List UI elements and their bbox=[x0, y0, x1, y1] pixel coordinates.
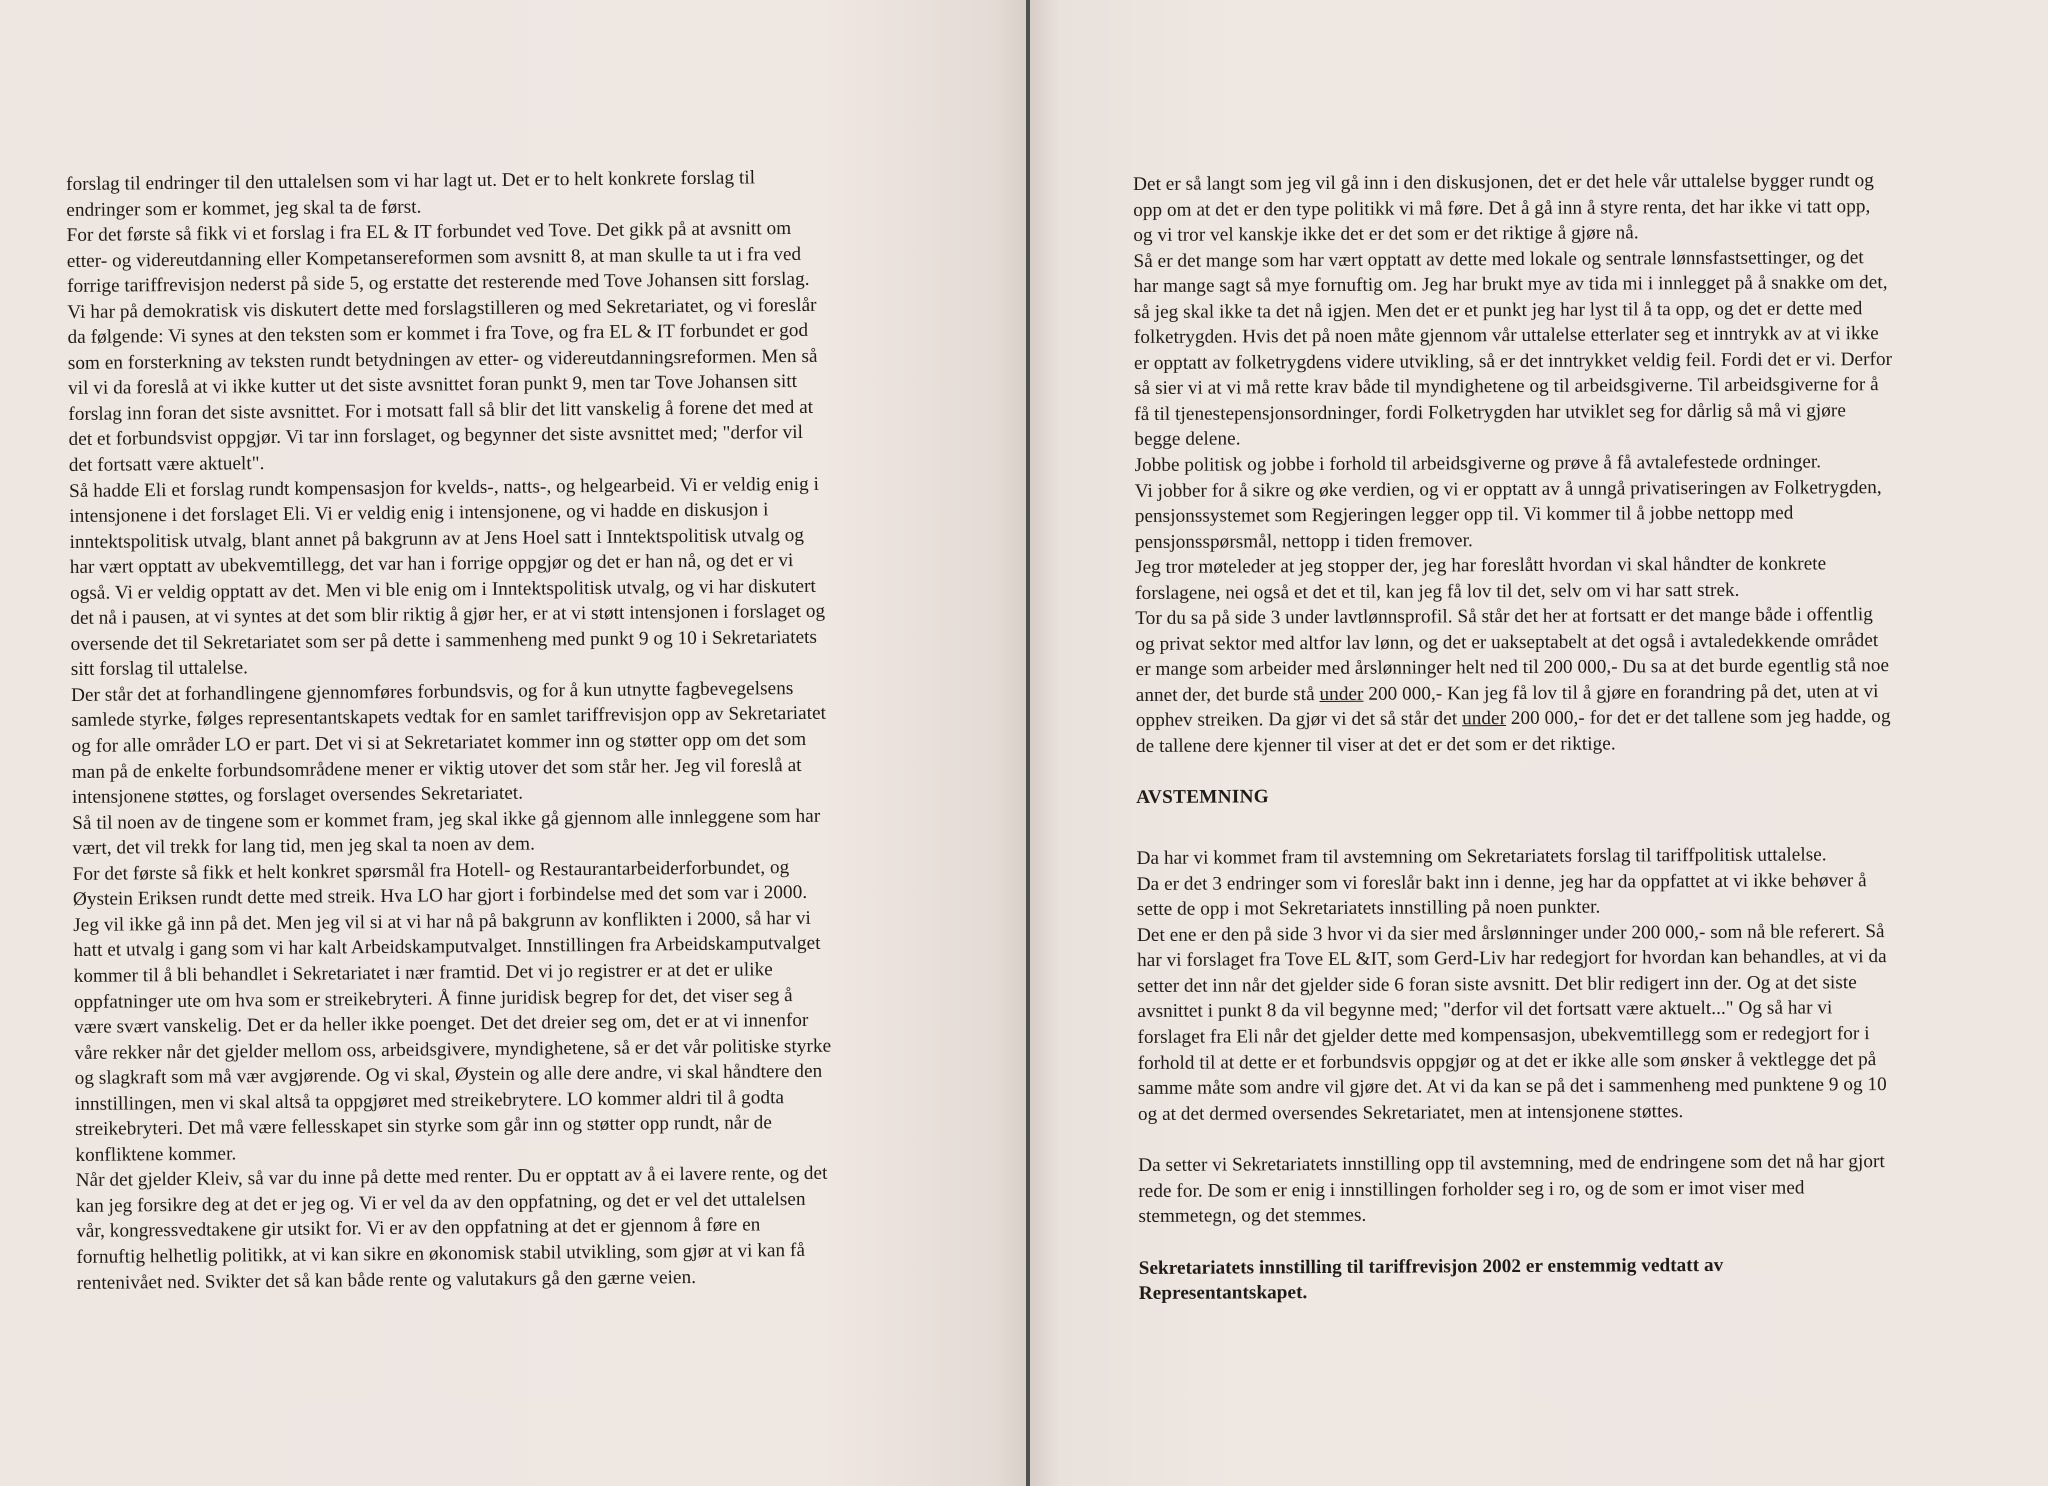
text-line: man på de enkelte forbundsområdene mener er viktig utover det som står her. Jeg vil foreslå at bbox=[71, 754, 802, 783]
text-line: Vi jobber for å sikre og øke verdien, og vi er opptatt av å unngå privatiseringen av Folketrygden, bbox=[1134, 476, 1882, 502]
text-line: våre rekker når det gjelder mellom oss, arbeidsgivere, myndighetene, så er det vår politiske styrke bbox=[74, 1035, 832, 1064]
text-line: kommer til å bli behandlet i Sekretariatet i nær framtid. Det vi jo registrer er at det er ulike bbox=[73, 959, 773, 987]
text-line: Jeg tror møteleder at jeg stopper der, jeg har foreslått hvordan vi skal håndter de konkrete bbox=[1135, 553, 1827, 579]
text-line: som en forsterkning av teksten rundt betydningen av etter- og videreutdanningsreformen. Men så bbox=[67, 345, 818, 374]
right-paragraph-group-a bbox=[1133, 168, 1976, 683]
text-line: forhold til at dette er et forbundsvis oppgjør og at det er ikke alle som ønsker å vektlegge det på bbox=[1137, 1048, 1877, 1074]
text-line: For det første så fikk vi et forslag i fra EL & IT forbundet ved Tove. Det gikk på at avsnitt om bbox=[66, 218, 792, 247]
text-line: Da setter vi Sekretariatets innstilling opp til avstemning, med de endringene som det nå har gjort bbox=[1138, 1151, 1885, 1177]
text-line: forslagene, nei også et det et til, kan jeg få lov til det, selv om vi har satt strek. bbox=[1135, 579, 1740, 604]
text-line: streikebryteri. Det må være fellesskapet sin styrke som går inn og støtter opp rundt, når de bbox=[75, 1112, 773, 1141]
text-line: forslag inn foran det siste avsnittet. For i motsatt fall så blir det litt vanskelig å forene det med at bbox=[68, 396, 814, 425]
text-line: Jobbe politisk og jobbe i forhold til arbeidsgiverne og prøve å få avtalefestede ordninger. bbox=[1134, 451, 1822, 477]
text-line: rentenivået ned. Svikter det så kan både rente og valutakurs gå den gærne veien. bbox=[76, 1266, 697, 1294]
text-line: Det ene er den på side 3 hvor vi da sier med årslønninger under 200 000,- som nå ble referert. Så bbox=[1136, 920, 1885, 946]
text-line: pensjonssystemet som Regjeringen legger opp til. Vi kommer til å jobbe nettopp med bbox=[1134, 502, 1794, 528]
text-line: opp om at det er den type politikk vi må føre. Det å gå inn å styre renta, det har ikke vi tatt opp, bbox=[1133, 195, 1871, 221]
left-page-text bbox=[66, 163, 969, 1296]
text-line: setter det inn når det gjelder side 6 foran siste avsnitt. Det blir redigert inn der. Og at det siste bbox=[1137, 972, 1857, 997]
text-line: Øystein Eriksen rundt dette med streik. Hva LO har gjort i forbindelse med det som var i 2000. bbox=[72, 882, 808, 911]
text-line: det et forbundsvist oppgjør. Vi tar inn forslaget, og begynner det siste avsnittet med; "derfor vil bbox=[68, 422, 804, 451]
section-heading: AVSTEMNING bbox=[1136, 785, 1270, 808]
text-line: rede for. De som er enig i innstillingen forholder seg i ro, og de som er imot viser med bbox=[1138, 1177, 1805, 1202]
text-line: Da har vi kommet fram til avstemning om Sekretariatets forslag til tariffpolitisk uttalelse. bbox=[1136, 844, 1827, 870]
text-line: Tor du sa på side 3 under lavtlønnsprofil. Så står det her at fortsatt er det mange både i offentlig bbox=[1135, 604, 1873, 630]
text-line: intensjonene støttes, og forslaget oversendes Sekretariatet. bbox=[71, 782, 524, 809]
text-line: også. Vi er veldig opptatt av det. Men vi ble enig om i Inntektspolitisk utvalg, og vi har diskutert bbox=[69, 575, 816, 604]
text-line: har mange sagt så mye fornuftig om. Jeg har brukt mye av tida mi i innlegget på å snakke om det, bbox=[1133, 272, 1888, 298]
text-line: forrige tariffrevisjon nederst på side 5, og erstatte det resterende med Tove Johansen sitt forslag. bbox=[67, 269, 810, 298]
text-line: hatt et utvalg i gang som vi har kalt Arbeidskamputvalget. Innstillingen fra Arbeidskamputvalget bbox=[73, 933, 821, 962]
text-line: Da er det 3 endringer som vi foreslår bakt inn i denne, jeg har da oppfattet at vi ikke behøver å bbox=[1136, 869, 1867, 895]
text-line: det nå i pausen, at vi syntes at det som blir riktig å gjør her, er at vi støtt intensjonen i forslaget og bbox=[70, 601, 826, 630]
text-line: forslaget fra Eli når det gjelder dette med kompensasjon, ubekvemtillegg som er redegjort for i bbox=[1137, 1023, 1870, 1048]
text-line: etter- og videreutdanning eller Kompetansereformen som avsnitt 8, at man skulle ta ut i fra ved bbox=[66, 243, 802, 272]
text-line: begge delene. bbox=[1134, 428, 1241, 451]
text-line: og privat sektor med altfor lav lønn, og det er uakseptabelt at det også i avtaledekkende området bbox=[1135, 629, 1879, 655]
text-line: avsnittet i punkt 8 da vil begynne med; "derfor vil det fortsatt være aktuelt..." Og så har vi bbox=[1137, 997, 1833, 1023]
text-line: og vi tror vel kanskje ikke det er det som er det riktige å gjøre nå. bbox=[1133, 222, 1639, 247]
text-line: så jeg skal ikke ta det nå igjen. Men det er et punkt jeg har lyst til å ta opp, og det er dette med bbox=[1133, 297, 1863, 323]
right-paragraph-group-b bbox=[1137, 842, 1978, 1127]
resolution-statement bbox=[1139, 1251, 1979, 1306]
text-line: få til tjenestepensjonsordninger, fordi Folketrygden har utviklet seg for dårlig så må vi gjøre bbox=[1134, 400, 1846, 425]
right-page-text bbox=[1133, 168, 1979, 1307]
text-line: pensjonsspørsmål, nettopp i tiden fremover. bbox=[1134, 529, 1473, 553]
text-line: Jeg vil ikke gå inn på det. Men jeg vil si at vi har nå på bakgrunn av konflikten i 2000, så har vi bbox=[73, 907, 811, 936]
text-line: har vært opptatt av ubekvemtillegg, det var han i forrige oppgjør og det er han nå, og det er vi bbox=[69, 550, 794, 579]
text-line: vil vi da foreslå at vi ikke kutter ut det siste avsnittet foran punkt 9, men tar Tove Johansen sitt bbox=[67, 371, 798, 400]
text-line: Så er det mange som har vært opptatt av dette med lokale og sentrale lønnsfastsettinger, og det bbox=[1133, 246, 1864, 272]
text-line: intensjonene i det forslaget Eli. Vi er veldig enig i intensjonene, og vi hadde en diskusjon i bbox=[69, 499, 769, 528]
text-line: fornuftig helhetlig politikk, at vi kan sikre en økonomisk stabil utvikling, som gjør at vi kan få bbox=[76, 1239, 806, 1268]
text-line: Der står det at forhandlingene gjennomføres forbundsvis, og for å kun utnytte fagbevegelsens bbox=[70, 677, 794, 706]
text-line-under-1: annet der, det burde stå under 200 000,- Kan jeg få lov til å gjøre en forandring på det, uten at vi bbox=[1135, 681, 1879, 706]
text-line: vår, kongressvedtakene gir utsikt for. Vi er av den oppfatning at det er gjennom å føre en bbox=[76, 1214, 761, 1243]
text-line: være svært vanskelig. Det er da heller ikke poenget. Det det dreier seg om, det er at vi innenfor bbox=[74, 1009, 809, 1039]
text-line: er mange som arbeider med årslønninger helt ned til 200 000,- Du sa at det burde egentlig stå noe bbox=[1135, 655, 1890, 681]
text-line: For det første så fikk et helt konkret spørsmål fra Hotell- og Restaurantarbeiderforbundet, og bbox=[72, 856, 790, 885]
text-line: da følgende: Vi synes at den teksten som er kommet i fra Tove, og fra EL & IT forbundet er god bbox=[67, 320, 809, 349]
text-line: sitt forslag til uttalelse. bbox=[70, 657, 249, 681]
text-line: stemmetegn, og det stemmes. bbox=[1138, 1205, 1367, 1228]
text-line: Når det gjelder Kleiv, så var du inne på dette med renter. Du er opptatt av å ei lavere rente, og det bbox=[75, 1163, 828, 1192]
text-line: sette de opp i mot Sekretariatets innstilling på noen punkter. bbox=[1136, 896, 1601, 921]
text-line: forslag til endringer til den uttalelsen som vi har lagt ut. Det er to helt konkrete forslag til bbox=[66, 167, 756, 195]
text-line: vært, det vil trekk for lang tid, men jeg skal ta noen av dem. bbox=[72, 833, 535, 860]
text-line-under-2: opphev streiken. Da gjør vi det så står det under 200 000,- for det er det tallene som jeg hadde, og bbox=[1135, 706, 1891, 732]
right-paragraph-group-c bbox=[1138, 1149, 1978, 1230]
text-line: samlede styrke, følges representantskapets vedtak for en samlet tariffrevisjon opp av Sekretariatet bbox=[71, 703, 827, 732]
text-line: innstillingen, men vi skal altså ta oppgjøret med streikebrytere. LO kommer aldri til å godta bbox=[74, 1086, 785, 1115]
text-line: Sekretariatets innstilling til tariffrevisjon 2002 er enstemmig vedtatt av bbox=[1138, 1254, 1724, 1279]
text-line: de tallene dere kjenner til viser at det er det som er det riktige. bbox=[1135, 733, 1616, 758]
text-line: inntektspolitisk utvalg, blant annet på bakgrunn av at Jens Hoel satt i Inntektspolitisk utvalg og bbox=[69, 524, 805, 553]
text-line: Så hadde Eli et forslag rundt kompensasjon for kvelds-, natts-, og helgearbeid. Vi er veldig enig i bbox=[68, 473, 820, 502]
text-line: er opptatt av folketrygdens videre utvikling, så er det inntrykket veldig feil. Fordi det er vi. Derfor bbox=[1133, 348, 1893, 374]
text-line: og for alle områder LO er part. Det vi si at Sekretariatet kommer inn og støtter opp om det som bbox=[71, 728, 807, 758]
text-line: så sier vi at vi må rette krav både til myndighetene og til arbeidsgiverne. Til arbeidsgiverne for å bbox=[1134, 374, 1879, 400]
text-line: samme måte som andre vil gjøre det. At vi da kan se på det i sammenheng med punktene 9 og 10 bbox=[1137, 1074, 1887, 1100]
text-line: folketrygden. Hvis det på noen måte gjennom vår uttalelse etterlater seg et inntrykk av at vi ikke bbox=[1133, 323, 1879, 349]
text-line: Vi har på demokratisk vis diskutert dette med forslagstilleren og med Sekretariatet, og vi foreslår bbox=[67, 294, 817, 323]
right-page bbox=[1030, 0, 2048, 1486]
text-line: har vi forslaget fra Tove EL &IT, som Gerd-Liv har redegjort for hvordan kan behandles, at vi da bbox=[1137, 946, 1887, 972]
text-line: det fortsatt være aktuelt". bbox=[68, 453, 265, 477]
text-line: oversende det til Sekretariatet som ser på dette i sammenheng med punkt 9 og 10 i Sekretariatets bbox=[70, 626, 818, 655]
text-line: Så til noen av de tingene som er kommet fram, jeg skal ikke gå gjennom alle innleggene som har bbox=[72, 805, 821, 834]
text-line: Representantskapet. bbox=[1138, 1282, 1308, 1305]
text-line: endringer som er kommet, jeg skal ta de først. bbox=[66, 196, 422, 221]
text-line: konfliktene kommer. bbox=[75, 1143, 237, 1166]
text-line: oppfatninger ute om hva som er streikebryteri. Å finne juridisk begrep for det, det viser seg å bbox=[73, 984, 793, 1013]
text-line: og at det dermed oversendes Sekretariatet, men at intensjonene støttes. bbox=[1137, 1100, 1684, 1125]
text-line: Det er så langt som jeg vil gå inn i den diskusjonen, det er det hele vår uttalelse bygger rundt og bbox=[1133, 170, 1874, 195]
text-line: og slagkraft som må vær avgjørende. Og vi skal, Øystein og alle dere andre, vi skal håndtere den bbox=[74, 1060, 823, 1090]
text-line: kan jeg forsikre deg at det er jeg og. Vi er vel da av den oppfatning, og det er vel det uttalelsen bbox=[75, 1188, 806, 1217]
